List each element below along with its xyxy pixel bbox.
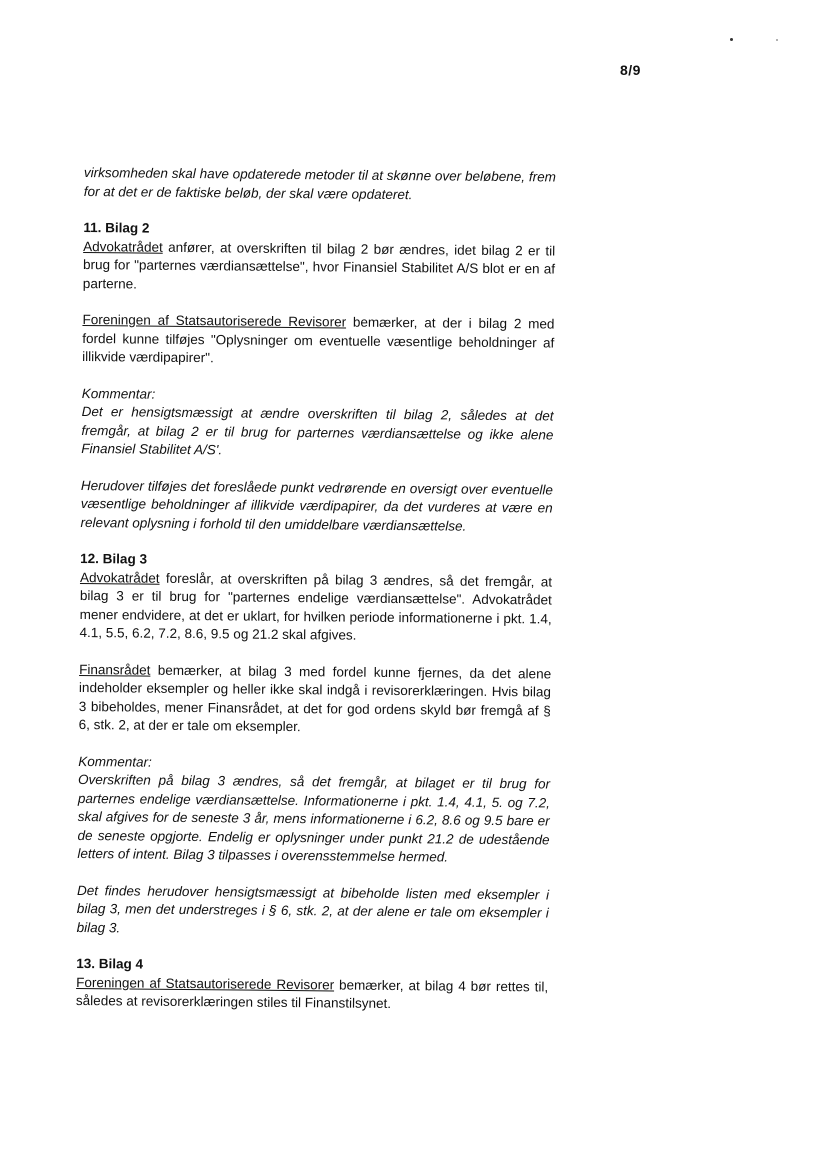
paragraph-text: anfører, at overskriften til bilag 2 bør ændres, idet bilag 2 er til brug for "parternes værdiansættelse", hvor Finansiel Stabilitet A/S blot er en af parterne. — [82, 239, 556, 292]
organization-name: Advokatrådet — [83, 238, 163, 255]
intro-paragraph: virksomheden skal have opdaterede metoder til at skønne over beløbene, frem for at det er de faktiske beløb, der skal være opdateret. — [83, 164, 556, 202]
document-body — [76, 164, 556, 1015]
section-bilag-2 — [80, 219, 555, 537]
comment-paragraph: Det findes herudover hensigtsmæssigt at bibeholde listen med eksempler i bilag 3, men det understreges i § 6, stk. 2, at der alene er tale om eksempler i bilag 3. — [76, 882, 550, 935]
page-number: 8/9 — [620, 62, 641, 78]
scan-speck — [776, 39, 778, 41]
paragraph — [79, 660, 552, 739]
section-bilag-3 — [77, 550, 553, 942]
paragraph-text: bemærker, at der i bilag 2 med fordel kunne tilføjes "Oplysninger om eventuelle væsentlige beholdninger af illikvide værdipapirer". — [82, 314, 555, 366]
organization-name: Foreningen af Statsautoriserede Revisorer — [82, 311, 347, 330]
comment-paragraph: Herudover tilføjes det foreslåede punkt vedrørende en oversigt over eventuelle væsentlige beholdninger af illikvide værdipapirer, da det vurderes at være en relevant oplysning i forhold til den umiddelbare værdiansættelse. — [80, 477, 553, 534]
section-heading: 13. Bilag 4 — [76, 955, 144, 972]
section-heading: 11. Bilag 2 — [83, 219, 150, 236]
comment-label: Kommentar: — [78, 753, 152, 770]
section-bilag-4 — [76, 955, 549, 1015]
paragraph — [83, 237, 556, 297]
paragraph-text: foreslår, at overskriften på bilag 3 ændres, så det fremgår, at bilag 3 er til brug for "parternes endelige værdiansættelse". Advokatrådet mener endvidere, at det er uklart, for hvilken periode informationerne i pkt. 1.4, 4.1, 5.5, 6.2, 7.2, 8.6, 9.5 og 21.2 skal afgives. — [79, 570, 553, 643]
paragraph — [82, 311, 555, 371]
paragraph-text: bemærker, at bilag 4 bør rettes til, således at revisorerklæringen stiles til Finanstilsynet. — [75, 976, 549, 1011]
comment-label: Kommentar: — [81, 385, 156, 402]
scan-speck — [730, 38, 733, 41]
comment-paragraph: Det er hensigtsmæssigt at ændre overskriften til bilag 2, således at det fremgår, at bilag 2 er til brug for parternes værdiansættelse og ikke alene Finansiel Stabilitet A/S'. — [81, 403, 554, 458]
organization-name: Foreningen af Statsautoriserede Revisorer — [76, 974, 335, 992]
paragraph-text: bemærker, at bilag 3 med fordel kunne fjernes, da det alene indeholder eksempler og heller ikke skal indgå i revisorerklæringen. Hvis bilag 3 bibeholdes, mener Finansrådet, at det for god ordens skyld bør fremgå af § 6, stk. 2, at der er tale om eksempler. — [78, 662, 552, 735]
comment-paragraph: Overskriften på bilag 3 ændres, så det fremgår, at bilaget er til brug for parternes endelige værdiansættelse. Informationerne i pkt. 1.4, 4.1, 5. og 7.2, skal afgives for de seneste 3 år, mens informationerne i 6.2, 8.6 og 9.5 bare er de seneste opgjorte. Endelig er oplysninger under punkt 21.2 de udestående letters of intent. Bilag 3 tilpasses i overensstemmelse hermed. — [77, 771, 551, 865]
paragraph — [79, 568, 552, 647]
section-heading: 12. Bilag 3 — [80, 550, 148, 567]
paragraph — [76, 973, 548, 1015]
organization-name: Advokatrådet — [79, 569, 160, 586]
organization-name: Finansrådet — [79, 661, 151, 678]
